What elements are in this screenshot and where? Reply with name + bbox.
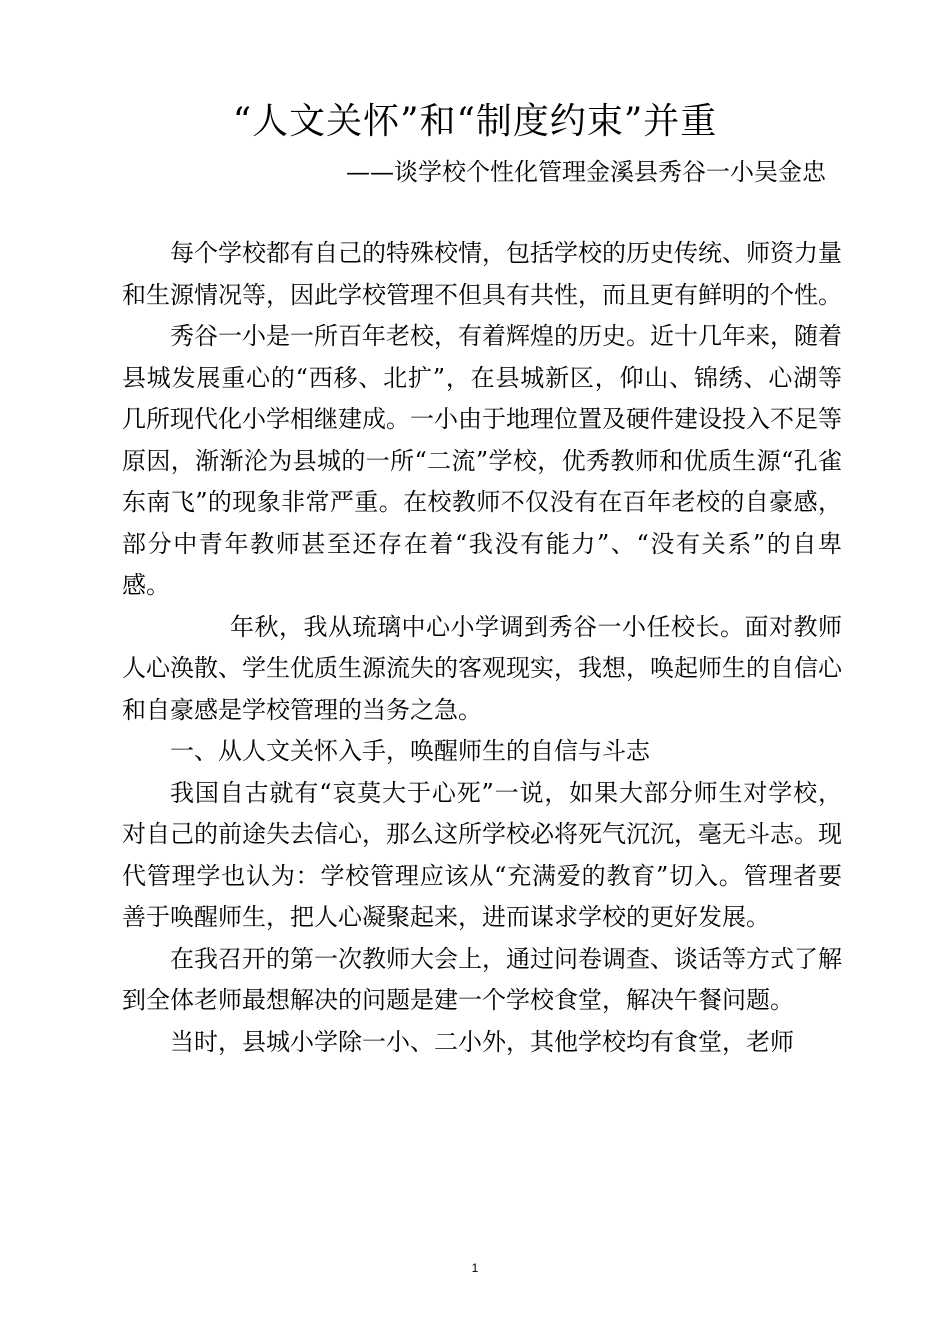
paragraph-appointment: 年秋，我从琉璃中心小学调到秀谷一小任校长。面对教师人心涣散、学生优质生源流失的客观现实，我想，唤起师生的自信心和自豪感是学校管理的当务之急。 bbox=[122, 612, 842, 724]
paragraph-school-history: 秀谷一小是一所百年老校，有着辉煌的历史。近十几年来，随着县城发展重心的“西移、北扩”，在县城新区，仰山、锦绣、心湖等几所现代化小学相继建成。一小由于地理位置及硬件建设投入不足等原因，渐渐沦为县城的一所“二流”学校，优秀教师和优质生源“孔雀东南飞”的现象非常严重。在校教师不仅没有在百年老校的自豪感，部分中青年教师甚至还存在着“我没有能力”、“没有关系”的自卑感。 bbox=[122, 322, 842, 599]
document-subtitle: ——谈学校个性化管理金溪县秀谷一小吴金忠 bbox=[346, 158, 826, 186]
section-heading-1: 一、从人文关怀入手，唤醒师生的自信与斗志 bbox=[170, 737, 650, 765]
paragraph-intro: 每个学校都有自己的特殊校情，包括学校的历史传统、师资力量和生源情况等，因此学校管理不但具有共性，而且更有鲜明的个性。 bbox=[122, 239, 842, 309]
document-title: “人文关怀”和“制度约束”并重 bbox=[232, 101, 718, 142]
page-number: 1 bbox=[471, 1261, 479, 1275]
document-body bbox=[122, 233, 842, 1063]
paragraph-canteen: 当时，县城小学除一小、二小外，其他学校均有食堂，老师 bbox=[170, 1027, 794, 1056]
paragraph-humanistic-care: 我国自古就有“哀莫大于心死”一说，如果大部分师生对学校，对自己的前途失去信心，那么这所学校必将死气沉沉，毫无斗志。现代管理学也认为：学校管理应该从“充满爱的教育”切入。管理者要善于唤醒师生，把人心凝聚起来，进而谋求学校的更好发展。 bbox=[122, 778, 842, 931]
paragraph-teacher-meeting: 在我召开的第一次教师大会上，通过问卷调查、谈话等方式了解到全体老师最想解决的问题是建一个学校食堂，解决午餐问题。 bbox=[122, 944, 842, 1014]
